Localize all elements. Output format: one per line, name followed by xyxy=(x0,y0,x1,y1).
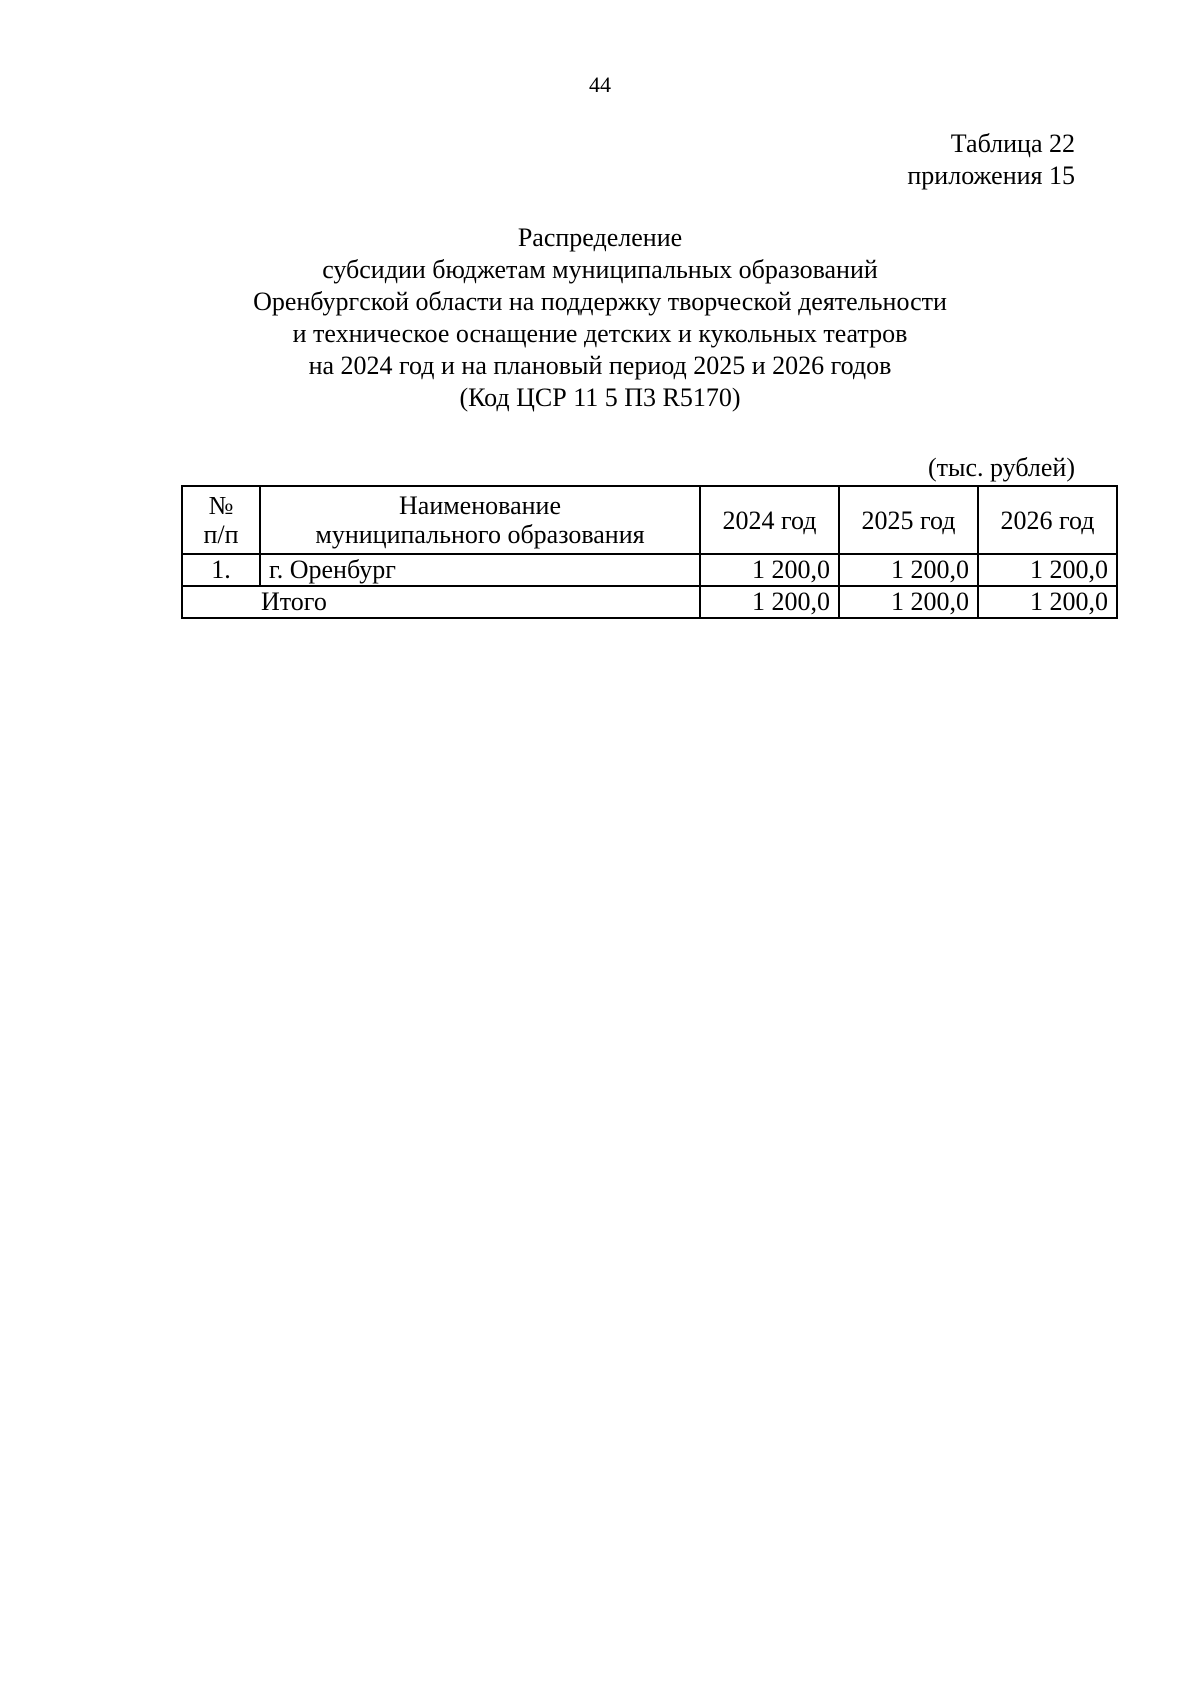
table-header-row xyxy=(182,486,1117,554)
title-line: (Код ЦСР 11 5 П3 R5170) xyxy=(459,383,741,412)
title-line: и техническое оснащение детских и кукольных театров xyxy=(292,319,908,348)
header-year-2025: 2025 год xyxy=(839,486,978,554)
total-value-2026: 1 200,0 xyxy=(978,586,1117,618)
header-number xyxy=(182,486,260,554)
header-number-line2: п/п xyxy=(203,520,239,549)
table-row xyxy=(182,554,1117,586)
total-row xyxy=(182,586,1117,618)
table-reference xyxy=(907,128,1075,192)
header-number-line1: № xyxy=(208,491,234,520)
header-name-line2: муниципального образования xyxy=(315,520,645,549)
header-name xyxy=(260,486,700,554)
units-label: (тыс. рублей) xyxy=(927,453,1075,482)
header-year-2024: 2024 год xyxy=(700,486,839,554)
appendix-reference-line: приложения 15 xyxy=(907,161,1075,190)
title-line: субсидии бюджетам муниципальных образований xyxy=(322,255,878,284)
total-label: Итого xyxy=(182,586,700,618)
total-value-2024: 1 200,0 xyxy=(700,586,839,618)
row-value-2026: 1 200,0 xyxy=(978,554,1117,586)
table-reference-line: Таблица 22 xyxy=(950,129,1075,158)
total-value-2025: 1 200,0 xyxy=(839,586,978,618)
header-year-2026: 2026 год xyxy=(978,486,1117,554)
row-value-2024: 1 200,0 xyxy=(700,554,839,586)
row-number: 1. xyxy=(182,554,260,586)
row-value-2025: 1 200,0 xyxy=(839,554,978,586)
page-number: 44 xyxy=(589,72,611,97)
title-line: Оренбургской области на поддержку творческой деятельности xyxy=(253,287,947,316)
header-name-line1: Наименование xyxy=(399,491,561,520)
document-title xyxy=(0,222,1200,414)
title-line: на 2024 год и на плановый период 2025 и 2026 годов xyxy=(308,351,892,380)
title-line: Распределение xyxy=(517,223,683,252)
distribution-table xyxy=(181,485,1118,619)
row-municipality-name: г. Оренбург xyxy=(260,554,700,586)
